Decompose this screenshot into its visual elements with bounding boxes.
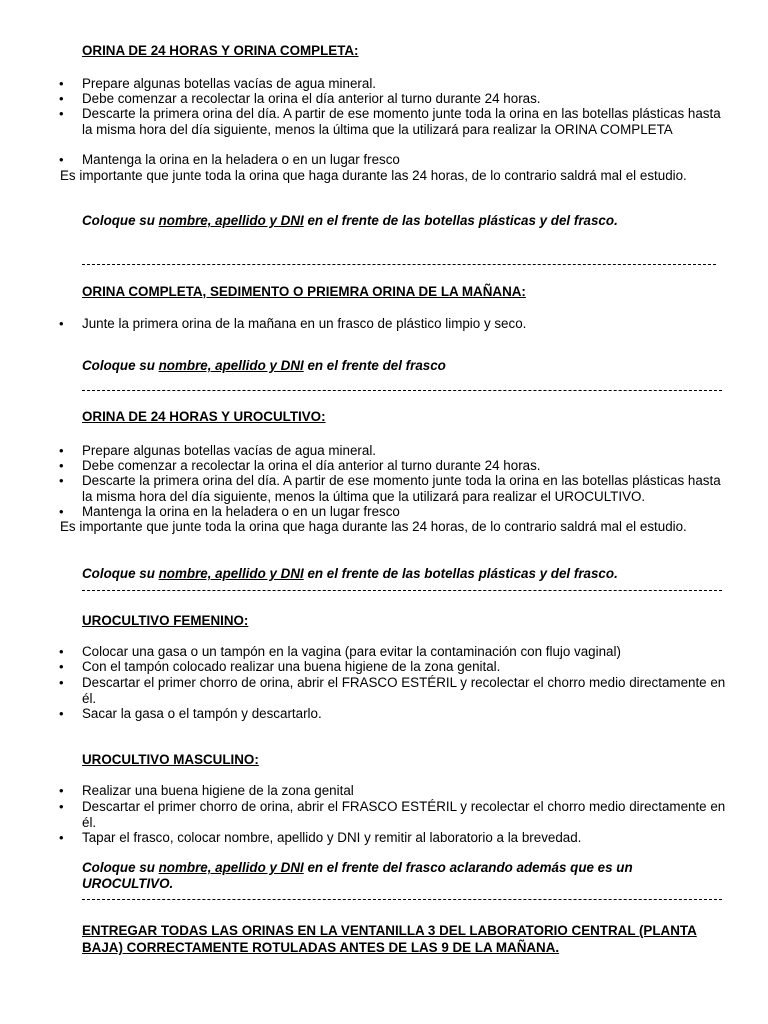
section-title-24h-completa: ORINA DE 24 HORAS Y ORINA COMPLETA: [82, 43, 359, 58]
list-item: • Tapar el frasco, colocar nombre, apellido y DNI y remitir al laboratorio a la brevedad. [82, 830, 732, 846]
list-item: • Sacar la gasa o el tampón y descartarlo. [82, 706, 732, 722]
separator [82, 264, 716, 266]
importance-paragraph: Es importante que junte toda la orina que haga durante las 24 horas, de lo contrario saldrá mal el estudio. [60, 168, 687, 183]
list-item: • Descartar el primer chorro de orina, abrir el FRASCO ESTÉRIL y recolectar el chorro medio directamente en él. [82, 799, 732, 830]
section-title-urocultivo-masculino: UROCULTIVO MASCULINO: [82, 752, 259, 767]
section-title-orina-completa: ORINA COMPLETA, SEDIMENTO O PRIEMRA ORINA DE LA MAÑANA: [82, 284, 526, 299]
label-note: Coloque su nombre, apellido y DNI en el frente de las botellas plásticas y del frasco. [82, 566, 618, 581]
label-note: Coloque su nombre, apellido y DNI en el frente del frasco aclarando además que es un UROCULTIVO. [82, 860, 633, 891]
separator [82, 899, 722, 901]
section-title-24h-urocultivo: ORINA DE 24 HORAS Y UROCULTIVO: [82, 409, 326, 424]
list-item: • Mantenga la orina en la heladera o en un lugar fresco [82, 504, 732, 520]
list-item: • Descartar el primer chorro de orina, abrir el FRASCO ESTÉRIL y recolectar el chorro medio directamente en él. [82, 675, 732, 706]
delivery-notice: ENTREGAR TODAS LAS ORINAS EN LA VENTANILLA 3 DEL LABORATORIO CENTRAL (PLANTA BAJA) CORRECTAMENTE ROTULADAS ANTES DE LAS 9 DE LA MAÑANA. [82, 923, 697, 955]
list-item: • Debe comenzar a recolectar la orina el día anterior al turno durante 24 horas. [82, 91, 732, 107]
label-note: Coloque su nombre, apellido y DNI en el frente de las botellas plásticas y del frasco. [82, 213, 618, 228]
list-item: • Junte la primera orina de la mañana en un frasco de plástico limpio y seco. [82, 316, 732, 332]
list-item: • Prepare algunas botellas vacías de agua mineral. [82, 443, 732, 459]
list-item: • Colocar una gasa o un tampón en la vagina (para evitar la contaminación con flujo vaginal) [82, 644, 732, 660]
label-note: Coloque su nombre, apellido y DNI en el frente del frasco [82, 358, 446, 373]
list-item: • Debe comenzar a recolectar la orina el día anterior al turno durante 24 horas. [82, 458, 732, 474]
importance-paragraph: Es importante que junte toda la orina que haga durante las 24 horas, de lo contrario saldrá mal el estudio. [60, 519, 687, 534]
list-item: • Realizar una buena higiene de la zona genital [82, 783, 732, 799]
list-item: • Descarte la primera orina del día. A partir de ese momento junte toda la orina en las botellas plásticas hasta la misma hora del día siguiente, menos la última que la utilizará para realizar el UROCULTIVO. [82, 473, 732, 504]
separator [82, 390, 722, 392]
list-item: • Mantenga la orina en la heladera o en un lugar fresco [82, 152, 732, 168]
section-title-urocultivo-femenino: UROCULTIVO FEMENINO: [82, 613, 249, 628]
list-item: • Prepare algunas botellas vacías de agua mineral. [82, 76, 732, 92]
list-item: • Descarte la primera orina del día. A partir de ese momento junte toda la orina en las botellas plásticas hasta la misma hora del día siguiente, menos la última que la utilizará para realizar la ORINA COMPLETA [82, 106, 732, 137]
list-item: • Con el tampón colocado realizar una buena higiene de la zona genital. [82, 659, 732, 675]
separator [82, 590, 722, 592]
